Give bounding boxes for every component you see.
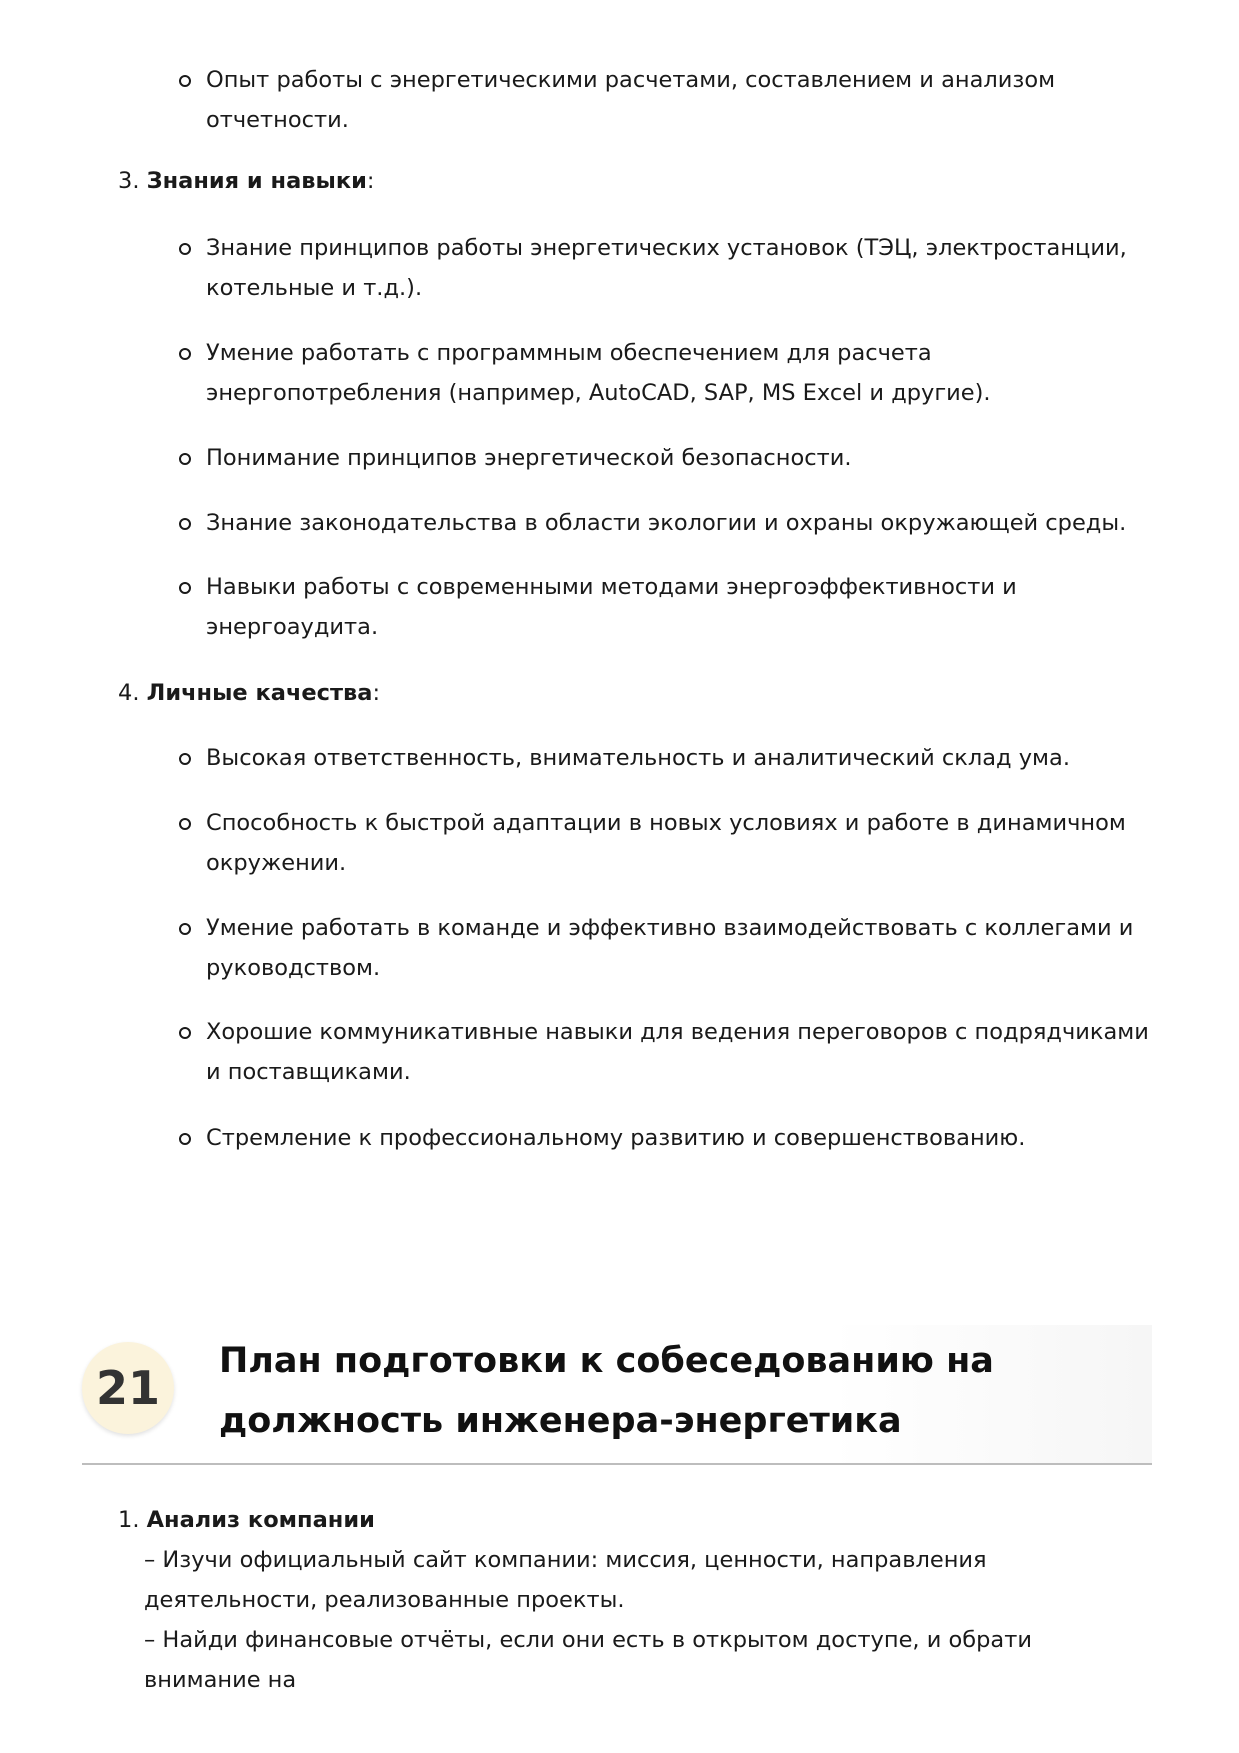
list-item: [206, 60, 1166, 140]
bullet-circle-icon: [179, 923, 191, 935]
list-item: [206, 803, 1166, 883]
list-item-text: Высокая ответственность, внимательность и аналитический склад ума.: [206, 745, 1070, 771]
plan-paragraph: – Изучи официальный сайт компании: миссия, ценности, направления деятельности, реализованные проекты.: [144, 1547, 987, 1613]
chapter-title: План подготовки к собеседованию на должность инженера-энергетика: [219, 1341, 994, 1441]
heading-colon: :: [372, 680, 381, 706]
list-number: 3.: [118, 168, 140, 194]
list-item-text: Способность к быстрой адаптации в новых условиях и работе в динамичном окружении.: [206, 810, 1126, 876]
chapter-number-badge: 21: [82, 1342, 174, 1434]
list-item: [206, 503, 1166, 543]
list-item: [206, 908, 1166, 988]
list-item: [206, 1012, 1166, 1092]
list-item-text: Стремление к профессиональному развитию и совершенствованию.: [206, 1125, 1026, 1151]
list-item-text: Знание законодательства в области экологии и охраны окружающей среды.: [206, 510, 1127, 536]
list-number: 4.: [118, 680, 140, 706]
plan-paragraph: – Найди финансовые отчёты, если они есть в открытом доступе, и обрати внимание на: [144, 1627, 1032, 1693]
list-item-text: Знание принципов работы энергетических установок (ТЭЦ, электростанции, котельные и т.д.).: [206, 235, 1127, 301]
heading-colon: :: [366, 168, 375, 194]
section-heading: Анализ компании: [146, 1507, 375, 1533]
bullet-circle-icon: [179, 75, 191, 87]
list-item-text: Понимание принципов энергетической безопасности.: [206, 445, 852, 471]
numbered-heading-knowledge: [118, 161, 374, 201]
list-item: [206, 567, 1166, 647]
list-item-text: Умение работать с программным обеспечением для расчета энергопотребления (например, AutoCAD, SAP, MS Excel и другие).: [206, 340, 991, 406]
numbered-heading-company-analysis: [118, 1500, 375, 1540]
list-item: [206, 333, 1166, 413]
bullet-circle-icon: [179, 753, 191, 765]
bullet-circle-icon: [179, 1027, 191, 1039]
list-item: [206, 738, 1166, 778]
list-item: [206, 1118, 1166, 1158]
bullet-circle-icon: [179, 243, 191, 255]
bullet-circle-icon: [179, 518, 191, 530]
bullet-circle-icon: [179, 818, 191, 830]
bullet-circle-icon: [179, 453, 191, 465]
section-heading: Знания и навыки: [146, 168, 367, 194]
list-item: [206, 438, 1166, 478]
list-number: 1.: [118, 1507, 140, 1533]
numbered-heading-personal-qualities: [118, 673, 380, 713]
list-item-text: Хорошие коммуникативные навыки для ведения переговоров с подрядчиками и поставщиками.: [206, 1019, 1149, 1085]
bullet-circle-icon: [179, 1133, 191, 1145]
list-item-text: Умение работать в команде и эффективно взаимодействовать с коллегами и руководством.: [206, 915, 1134, 981]
bullet-circle-icon: [179, 348, 191, 360]
list-item-text: Опыт работы с энергетическими расчетами, составлением и анализом отчетности.: [206, 67, 1056, 133]
list-item: [206, 228, 1166, 308]
list-item-text: Навыки работы с современными методами энергоэффективности и энергоаудита.: [206, 574, 1017, 640]
bullet-circle-icon: [179, 582, 191, 594]
section-heading: Личные качества: [146, 680, 373, 706]
